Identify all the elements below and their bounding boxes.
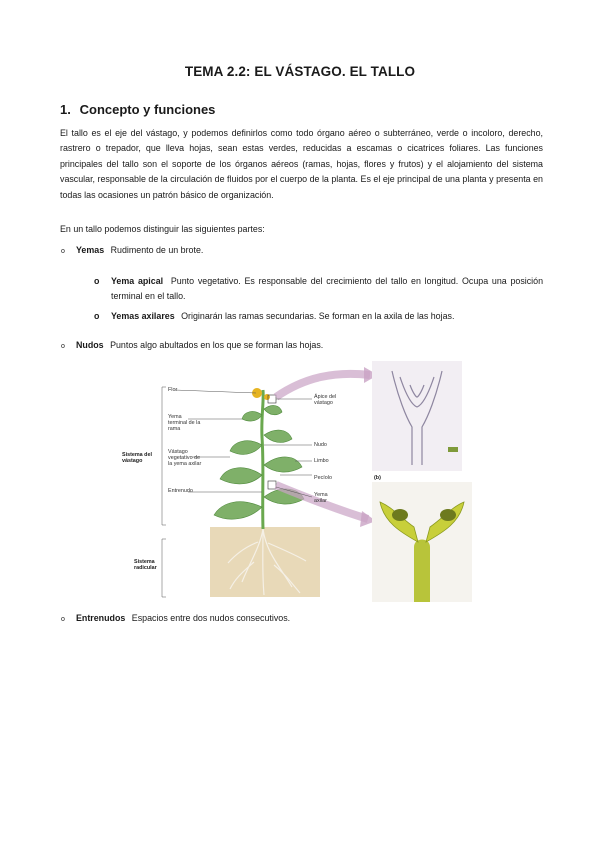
section-heading [60,102,215,117]
label-peciolo: Pecíolo [314,475,332,481]
sub-bullet-icon: o [94,276,100,286]
main-stem [262,390,263,529]
label-nudo: Nudo [314,442,327,448]
leaves [214,405,304,519]
term-entrenudos: Entrenudos [76,613,126,623]
plant-diagram [130,357,475,607]
label-entrenudo: Entrenudo [168,488,193,494]
label-panel-b: (b) [374,475,381,481]
axil-box [268,481,276,489]
section-number: 1. [60,102,71,117]
circle-bullet-icon: o [61,343,65,350]
label-sistema-vastago: Sistema del vástago [122,452,152,465]
bullet-yemas-axilares [94,309,543,324]
text-yemas-axilares: Originarán las ramas secundarias. Se forman en la axila de las hojas. [181,311,455,321]
bullet-entrenudos [61,611,291,626]
intro-paragraph: El tallo es el eje del vástago, y podemos definirlos como todo órgano aéreo o subterráneo, verde o incoloro, derecho, rastrero o trepador, que lleva hojas, sean estas verdes, reducidas a escamas o cicatrices foliares. Las funciones principales del tallo son el soporte de los órganos aéreos (ramas, hojas, flores y frutos) y el alojamiento del sistema vascular, responsable de la circulación de fluidos por el cuerpo de la planta. Es el eje principal de una planta y presenta en todas las ocasiones un patrón básico de organización. [60,128,543,200]
micrograph-logo [448,447,458,452]
plant-figure [122,357,475,607]
term-yemas-axilares: Yemas axilares [111,311,175,321]
label-flor: Flor [168,387,178,393]
text-yemas: Rudimento de un brote. [110,245,204,255]
text-entrenudos: Espacios entre dos nudos consecutivos. [131,613,291,623]
section-heading-text: Concepto y funciones [79,102,216,117]
micrograph-panel [372,361,462,471]
term-yema-apical: Yema apical [111,276,164,286]
term-nudos: Nudos [76,340,104,350]
page-title: TEMA 2.2: EL VÁSTAGO. EL TALLO [184,64,416,79]
label-apice: Ápice del vástago [314,394,337,407]
sub-bullet-icon: o [94,311,100,321]
label-yema-terminal: Yema terminal de la rama [168,414,201,433]
term-yemas: Yemas [76,245,105,255]
parts-lead: En un tallo podemos distinguir las siguientes partes: [60,224,265,234]
text-yema-apical: Punto vegetativo. Es responsable del crecimiento del tallo en longitud. Ocupa una posición terminal en el tallo. [111,276,544,302]
circle-bullet-icon: o [61,248,65,255]
circle-bullet-icon: o [61,616,65,623]
bullet-nudos [61,338,324,353]
text-nudos: Puntos algo abultados en los que se forman las hojas. [110,340,324,350]
label-limbo: Limbo [314,458,329,464]
label-yema-axilar: Yema axilar [314,492,328,505]
label-vastago-vegetativo: Vástago vegetativo de la yema axilar [168,449,202,468]
label-sistema-radicular: Sistema radicular [134,559,157,572]
bullet-yemas [61,243,204,258]
bullet-yema-apical [94,274,544,305]
